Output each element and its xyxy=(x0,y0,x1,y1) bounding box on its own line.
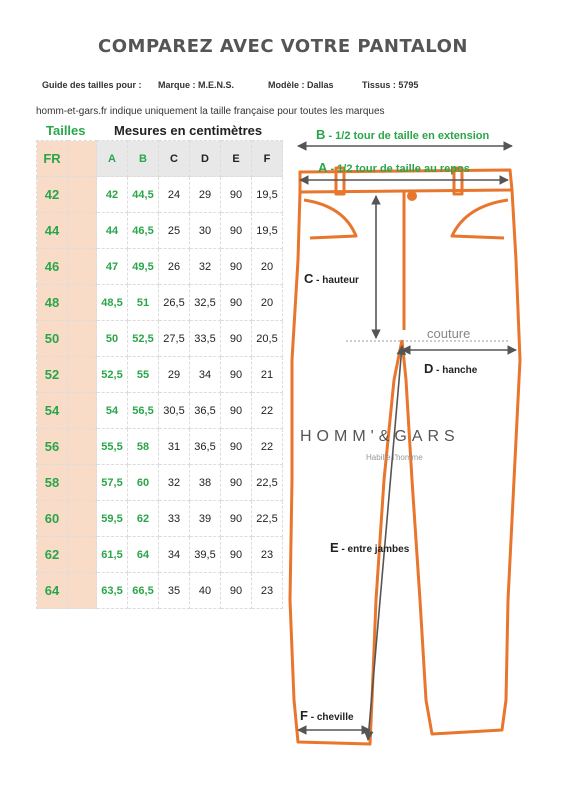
cell-e: 90 xyxy=(221,429,252,465)
cell-d: 36,5 xyxy=(190,393,221,429)
cell-f: 22,5 xyxy=(252,501,283,537)
cell-b: 44,5 xyxy=(128,177,159,213)
cell-d: 33,5 xyxy=(190,321,221,357)
cell-a: 63,5 xyxy=(97,573,128,609)
cell-a: 61,5 xyxy=(97,537,128,573)
cell-e: 90 xyxy=(221,465,252,501)
cell-e: 90 xyxy=(221,357,252,393)
cell-b: 52,5 xyxy=(128,321,159,357)
cell-d: 30 xyxy=(190,213,221,249)
cell-fr: 58 xyxy=(37,465,68,501)
cell-a: 52,5 xyxy=(97,357,128,393)
cell-fr: 50 xyxy=(37,321,68,357)
cell-d: 29 xyxy=(190,177,221,213)
column-header-fr: FR xyxy=(37,141,68,177)
cell-e: 90 xyxy=(221,537,252,573)
cell-e: 90 xyxy=(221,213,252,249)
cell-fr: 44 xyxy=(37,213,68,249)
cell-a: 57,5 xyxy=(97,465,128,501)
cell-b: 51 xyxy=(128,285,159,321)
cell-fr: 42 xyxy=(37,177,68,213)
cell-e: 90 xyxy=(221,573,252,609)
cell-b: 60 xyxy=(128,465,159,501)
cell-b: 56,5 xyxy=(128,393,159,429)
brand-tagline: Habille l'homme xyxy=(366,453,423,462)
cell-b: 62 xyxy=(128,501,159,537)
button-icon xyxy=(407,191,417,201)
cell-e: 90 xyxy=(221,177,252,213)
cell-f: 21 xyxy=(252,357,283,393)
cell-c: 29 xyxy=(159,357,190,393)
guide-tissus: Tissus : 5795 xyxy=(362,80,419,90)
cell-f: 22,5 xyxy=(252,465,283,501)
label-b: B - 1/2 tour de taille en extension xyxy=(316,127,490,142)
french-size-note: homm-et-gars.fr indique uniquement la taille française pour toutes les marques xyxy=(36,106,385,117)
cell-c: 31 xyxy=(159,429,190,465)
cell-f: 20,5 xyxy=(252,321,283,357)
couture-label: couture xyxy=(427,326,471,341)
cell-d: 40 xyxy=(190,573,221,609)
cell-e: 90 xyxy=(221,393,252,429)
cell-a: 44 xyxy=(97,213,128,249)
cell-fr: 54 xyxy=(37,393,68,429)
cell-a: 55,5 xyxy=(97,429,128,465)
cell-c: 33 xyxy=(159,501,190,537)
cell-fr: 48 xyxy=(37,285,68,321)
tailles-heading: Tailles xyxy=(46,123,86,138)
cell-a: 50 xyxy=(97,321,128,357)
cell-f: 19,5 xyxy=(252,213,283,249)
cell-f: 20 xyxy=(252,285,283,321)
cell-d: 34 xyxy=(190,357,221,393)
cell-a: 59,5 xyxy=(97,501,128,537)
cell-d: 39 xyxy=(190,501,221,537)
cell-fr: 64 xyxy=(37,573,68,609)
right-leg xyxy=(402,190,520,734)
cell-f: 23 xyxy=(252,573,283,609)
cell-fr: 46 xyxy=(37,249,68,285)
guide-marque: Marque : M.E.N.S. xyxy=(158,80,235,90)
cell-d: 38 xyxy=(190,465,221,501)
cell-f: 20 xyxy=(252,249,283,285)
left-pocket xyxy=(304,200,356,238)
cell-a: 48,5 xyxy=(97,285,128,321)
guide-modele: Modèle : Dallas xyxy=(268,80,334,90)
cell-e: 90 xyxy=(221,321,252,357)
cell-f: 23 xyxy=(252,537,283,573)
cell-c: 25 xyxy=(159,213,190,249)
label-c: C - hauteur xyxy=(304,271,359,286)
cell-c: 24 xyxy=(159,177,190,213)
page-title: COMPAREZ AVEC VOTRE PANTALON xyxy=(98,36,468,57)
label-d: D - hanche xyxy=(424,361,478,376)
column-header-d: D xyxy=(190,141,221,177)
cell-c: 27,5 xyxy=(159,321,190,357)
cell-b: 49,5 xyxy=(128,249,159,285)
cell-c: 26 xyxy=(159,249,190,285)
cell-c: 26,5 xyxy=(159,285,190,321)
cell-b: 58 xyxy=(128,429,159,465)
column-header-e: E xyxy=(221,141,252,177)
cell-d: 32,5 xyxy=(190,285,221,321)
column-header-a: A xyxy=(97,141,128,177)
cell-b: 66,5 xyxy=(128,573,159,609)
column-header-b: B xyxy=(128,141,159,177)
cell-c: 35 xyxy=(159,573,190,609)
right-pocket xyxy=(452,200,508,238)
cell-f: 19,5 xyxy=(252,177,283,213)
mesures-heading: Mesures en centimètres xyxy=(114,123,263,138)
guide-label: Guide des tailles pour : xyxy=(42,80,142,90)
cell-fr: 56 xyxy=(37,429,68,465)
cell-e: 90 xyxy=(221,501,252,537)
cell-b: 55 xyxy=(128,357,159,393)
cell-d: 36,5 xyxy=(190,429,221,465)
brand-logo: HOMM'&GARS xyxy=(300,428,460,445)
cell-b: 64 xyxy=(128,537,159,573)
column-header-f: F xyxy=(252,141,283,177)
cell-a: 54 xyxy=(97,393,128,429)
cell-a: 42 xyxy=(97,177,128,213)
cell-fr: 62 xyxy=(37,537,68,573)
column-header-c: C xyxy=(159,141,190,177)
cell-a: 47 xyxy=(97,249,128,285)
cell-e: 90 xyxy=(221,285,252,321)
cell-f: 22 xyxy=(252,393,283,429)
cell-d: 39,5 xyxy=(190,537,221,573)
cell-c: 30,5 xyxy=(159,393,190,429)
cell-d: 32 xyxy=(190,249,221,285)
cell-e: 90 xyxy=(221,249,252,285)
cell-fr: 52 xyxy=(37,357,68,393)
cell-fr: 60 xyxy=(37,501,68,537)
label-f: F - cheville xyxy=(300,708,354,723)
cell-c: 34 xyxy=(159,537,190,573)
label-a: A - 1/2 tour de taille au repos xyxy=(318,160,470,175)
cell-f: 22 xyxy=(252,429,283,465)
cell-b: 46,5 xyxy=(128,213,159,249)
cell-c: 32 xyxy=(159,465,190,501)
label-e: E - entre jambes xyxy=(330,540,410,555)
